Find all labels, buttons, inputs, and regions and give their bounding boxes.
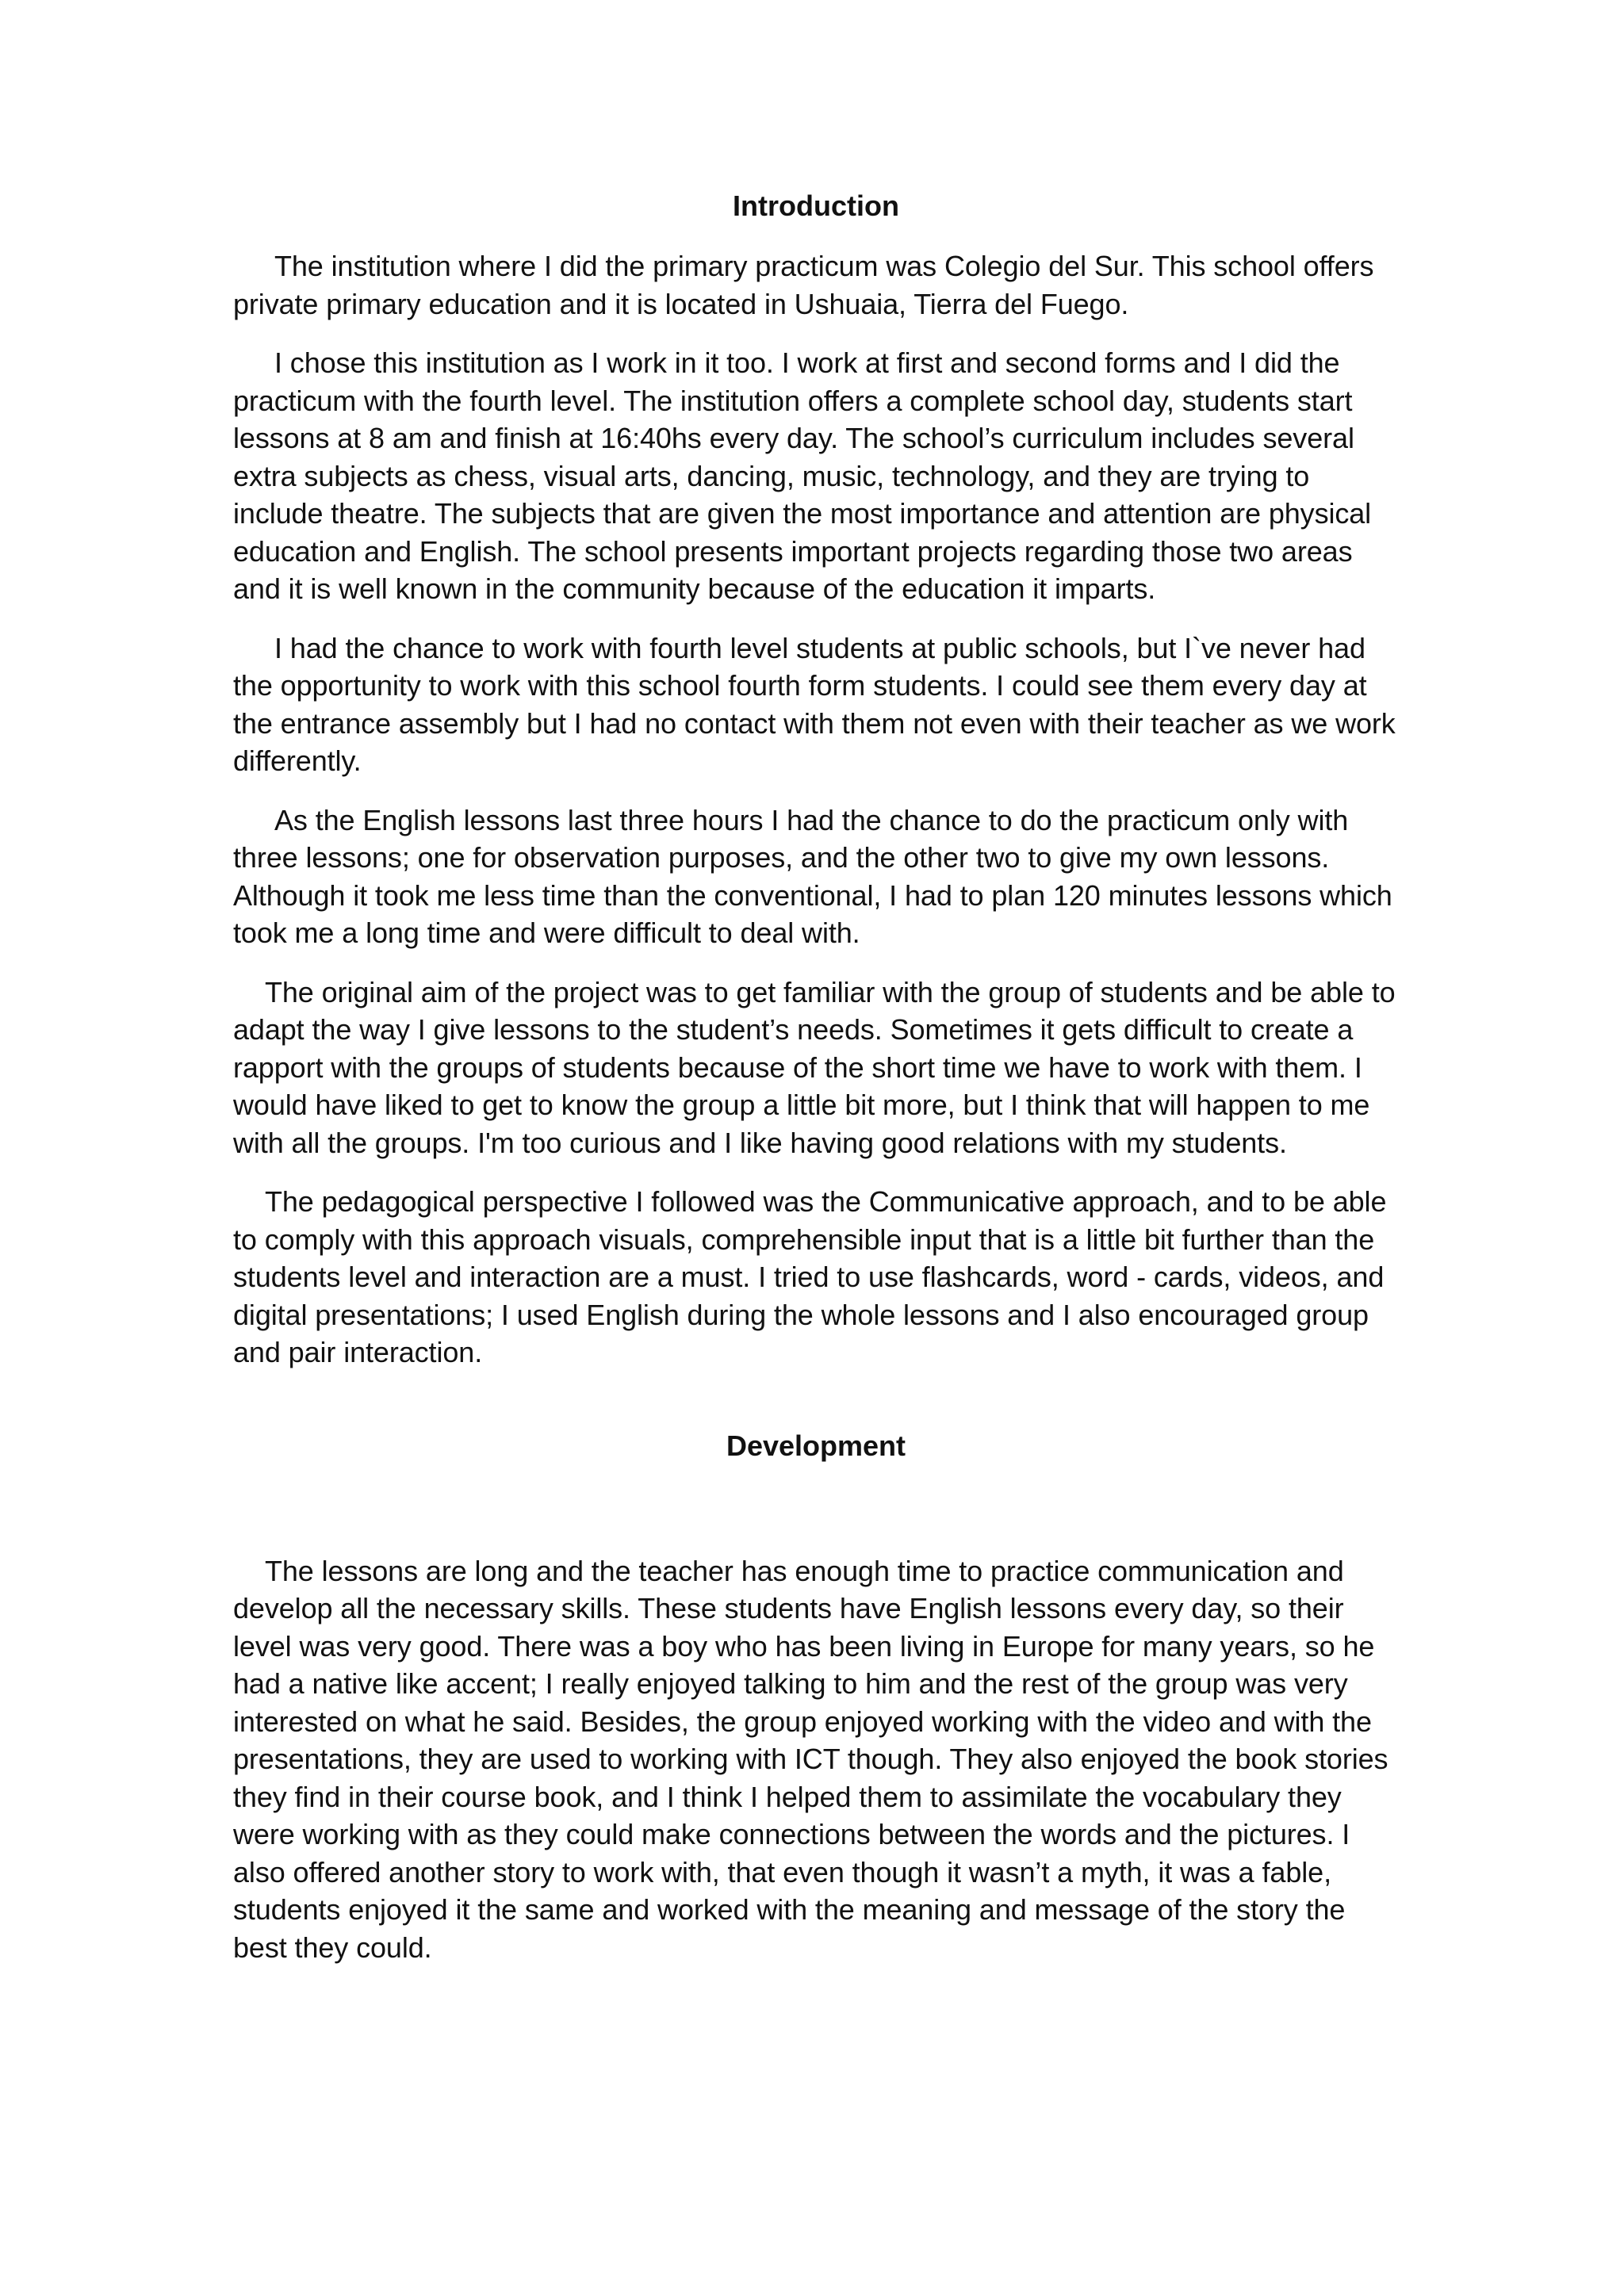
document-body: [233, 187, 1399, 1988]
introduction-paragraph-3: I had the chance to work with fourth level students at public schools, but I`ve never had the opportunity to work with this school fourth form students. I could see them every day at the entrance assembly but I had no contact with them not even with their teacher as we work differently.: [233, 631, 1396, 777]
introduction-paragraph-5: The original aim of the project was to get familiar with the group of students and be able to adapt the way I give lessons to the student’s needs. Sometimes it gets difficult to create a rapport with the groups of students because of the short time we have to work with them. I would have liked to get to know the group a little bit more, but I think that will happen to me with all the groups. I'm too curious and I like having good relations with my students.: [233, 975, 1396, 1159]
development-paragraph-1: The lessons are long and the teacher has enough time to practice communication and develop all the necessary skills. These students have English lessons every day, so their level was very good. There was a boy who has been living in Europe for many years, so he had a native like accent; I really enjoyed talking to him and the rest of the group was very interested on what he said. Besides, the group enjoyed working with the video and with the presentations, they are used to working with ICT though. They also enjoyed the book stories they find in their course book, and I think I helped them to assimilate the vocabulary they were working with as they could make connections between the words and the pictures. I also offered another story to work with, that even though it wasn’t a myth, it was a fable, students enjoyed it the same and worked with the meaning and message of the story the best they could.: [233, 1554, 1388, 1964]
introduction-paragraph-2: I chose this institution as I work in it too. I work at first and second forms and I did the practicum with the fourth level. The institution offers a complete school day, students start lessons at 8 am and finish at 16:40hs every day. The school’s curriculum includes several extra subjects as chess, visual arts, dancing, music, technology, and they are trying to include theatre. The subjects that are given the most importance and attention are physical education and English. The school presents important projects regarding those two areas and it is well known in the community because of the education it imparts.: [233, 346, 1372, 605]
introduction-paragraph-4: As the English lessons last three hours I had the chance to do the practicum only with three lessons; one for observation purposes, and the other two to give my own lessons. Although it took me less time than the conventional, I had to plan 120 minutes lessons which took me a long time and were difficult to deal with.: [233, 803, 1392, 949]
introduction-paragraph-6: The pedagogical perspective I followed was the Communicative approach, and to be able to comply with this approach visuals, comprehensible input that is a little bit further than the students level and interaction are a must. I tried to use flashcards, word - cards, videos, and digital presentations; I used English during the whole lessons and I also encouraged group and pair interaction.: [233, 1185, 1387, 1368]
development-heading: Development: [726, 1429, 906, 1462]
introduction-heading: Introduction: [733, 189, 899, 222]
introduction-paragraph-1: The institution where I did the primary practicum was Colegio del Sur. This school offers private primary education and it is located in Ushuaia, Tierra del Fuego.: [233, 250, 1374, 320]
